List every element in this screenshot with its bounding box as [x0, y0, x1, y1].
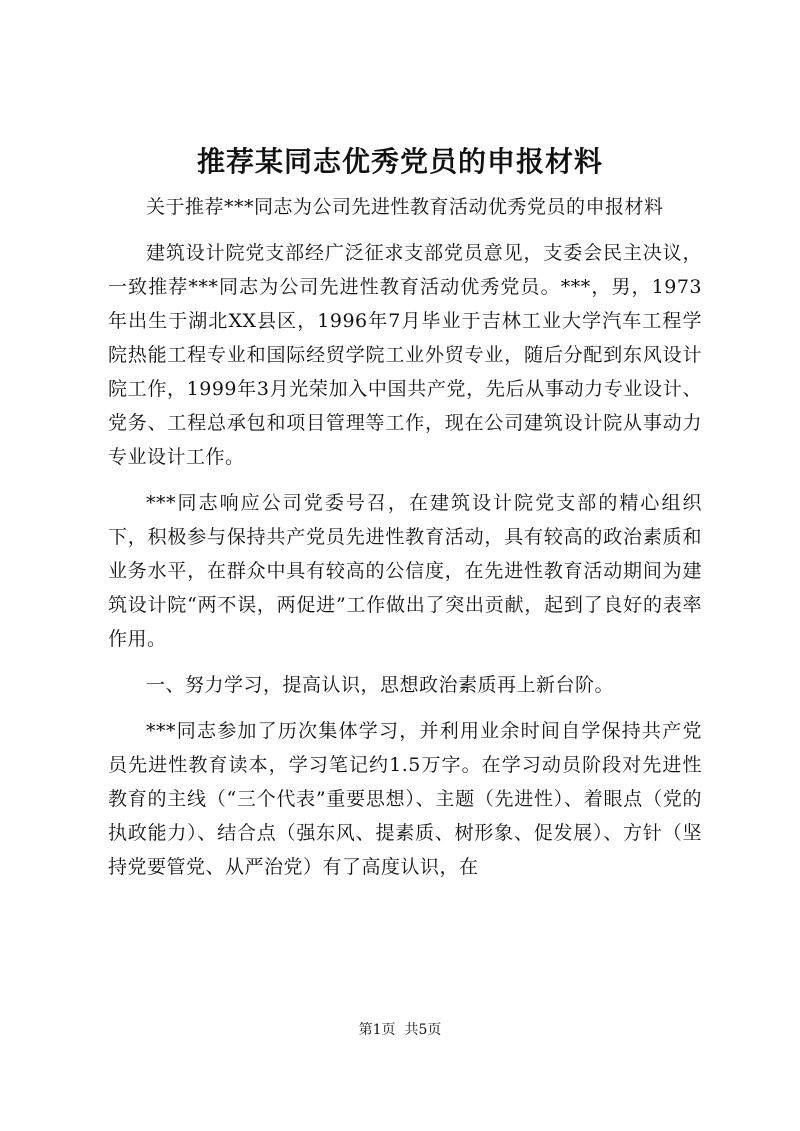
paragraph-contribution: ***同志响应公司党委号召，在建筑设计院党支部的精心组织下，积极参与保持共产党员先进性教育活动，具有较高的政治素质和业务水平，在群众中具有较高的公信度，在先进性教育活动期间为建筑设计院“两不误，两促进”工作做出了突出贡献，起到了良好的表率作用。 [108, 492, 702, 650]
page-footer [0, 1020, 800, 1040]
paragraph-section-heading: 一、努力学习，提高认识，思想政治素质再上新台阶。 [146, 674, 615, 696]
paragraph-nomination: 建筑设计院党支部经广泛征求支部党员意见，支委会民主决议，一致推荐***同志为公司先进性教育活动优秀党员。***，男，1973年出生于湖北XX县区，1996年7月毕业于吉林工业大学汽车工程学院热能工程专业和国际经贸学院工业外贸专业，随后分配到东风设计院工作，1999年3月光荣加入中国共产党，先后从事动力专业设计、党务、工程总承包和项目管理等工作，现在公司建筑设计院从事动力专业设计工作。 [108, 242, 702, 468]
page-number: 第1页 [358, 1022, 396, 1038]
document-title: 推荐某同志优秀党员的申报材料 [196, 145, 603, 178]
paragraph-study: ***同志参加了历次集体学习，并利用业余时间自学保持共产党员先进性教育读本，学习笔记约1.5万字。在学习动员阶段对先进性教育的主线（“三个代表”重要思想）、主题（先进性）、着眼点（党的执政能力）、结合点（强东风、提素质、树形象、促发展）、方针（坚持党要管党、从严治党）有了高度认识，在 [108, 720, 702, 878]
document-body [108, 190, 702, 884]
page-total: 共5页 [404, 1022, 442, 1038]
paragraph-subtitle: 关于推荐***同志为公司先进性教育活动优秀党员的申报材料 [146, 196, 664, 218]
